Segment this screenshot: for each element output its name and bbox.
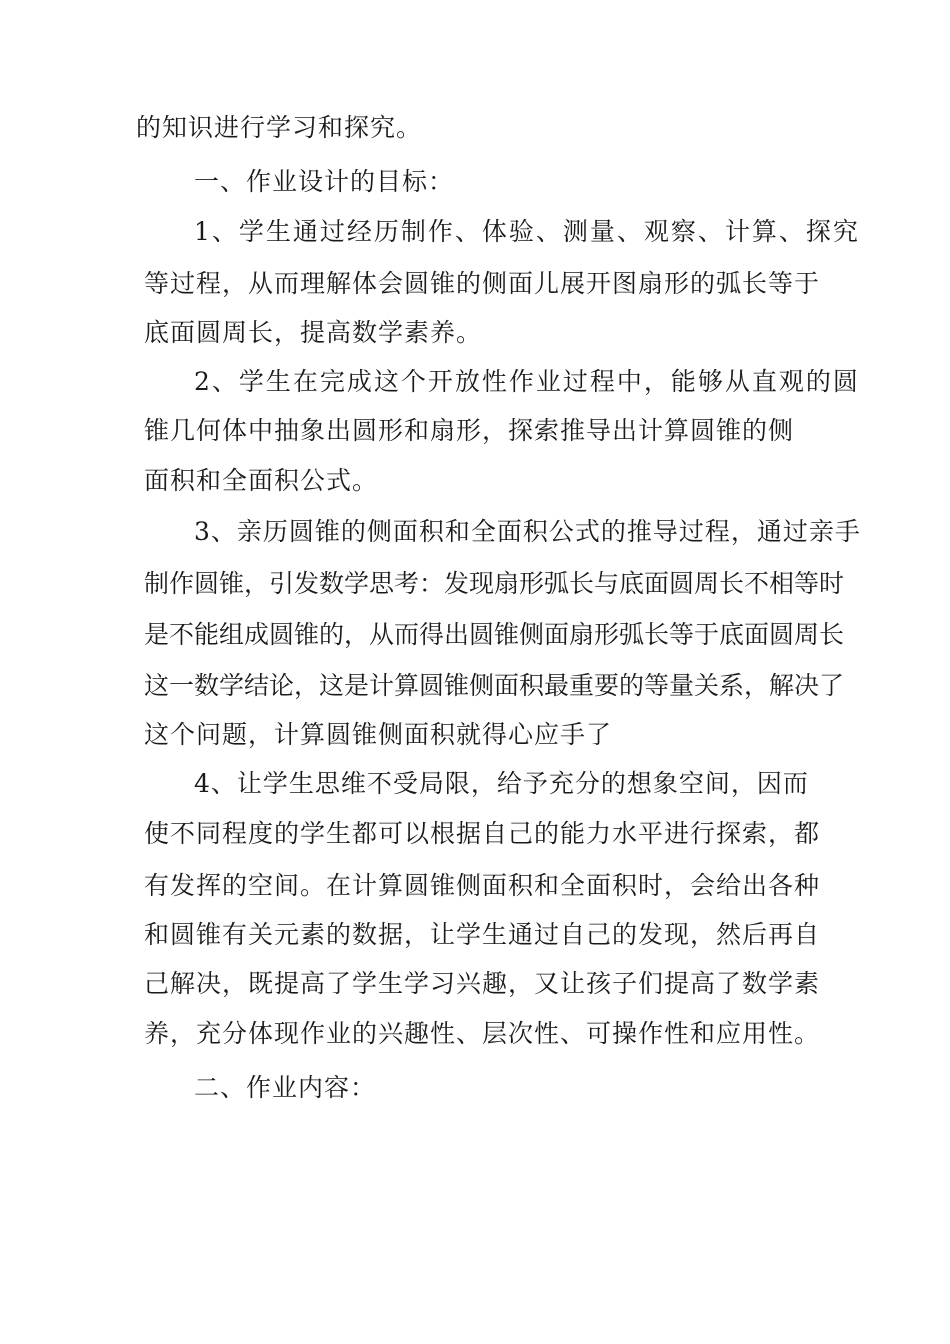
text-line-15: 使不同程度的学生都可以根据自己的能力水平进行探索，都	[144, 819, 821, 848]
section-heading-content: 二、作业内容：	[194, 1073, 377, 1102]
text-line-19: 养，充分体现作业的兴趣性、层次性、可操作性和应用性。	[144, 1019, 821, 1048]
text-line-18: 己解决，既提高了学生学习兴趣，又让孩子们提高了数学素	[144, 969, 821, 998]
text-line-16: 有发挥的空间。在计算圆锥侧面积和全面积时，会给出各种	[144, 871, 821, 900]
text-line-8: 面积和全面积公式。	[144, 466, 379, 495]
text-line-11: 是不能组成圆锥的，从而得出圆锥侧面扇形弧长等于底面圆周长	[144, 620, 845, 649]
text-line-5: 底面圆周长，提高数学素养。	[144, 318, 483, 347]
text-line-4: 等过程，从而理解体会圆锥的侧面儿展开图扇形的弧长等于	[144, 269, 821, 298]
text-line-10: 制作圆锥，引发数学思考：发现扇形弧长与底面圆周长不相等时	[144, 569, 845, 598]
text-line-3: 1、学生通过经历制作、体验、测量、观察、计算、探究	[194, 217, 860, 246]
text-line-13: 这个问题，计算圆锥侧面积就得心应手了	[144, 720, 613, 749]
text-line-1: 的知识进行学习和探究。	[136, 113, 423, 142]
text-line-7: 锥几何体中抽象出圆形和扇形，探索推导出计算圆锥的侧	[144, 416, 795, 445]
text-line-12: 这一数学结论，这是计算圆锥侧面积最重要的等量关系，解决了	[144, 671, 845, 700]
text-line-17: 和圆锥有关元素的数据，让学生通过自己的发现，然后再自	[144, 920, 821, 949]
text-line-6: 2、学生在完成这个开放性作业过程中，能够从直观的圆	[194, 367, 860, 396]
text-line-9: 3、亲历圆锥的侧面积和全面积公式的推导过程，通过亲手	[194, 517, 861, 546]
section-heading-goals: 一、作业设计的目标：	[194, 167, 455, 196]
text-line-14: 4、让学生思维不受局限，给予充分的想象空间，因而	[194, 769, 809, 798]
